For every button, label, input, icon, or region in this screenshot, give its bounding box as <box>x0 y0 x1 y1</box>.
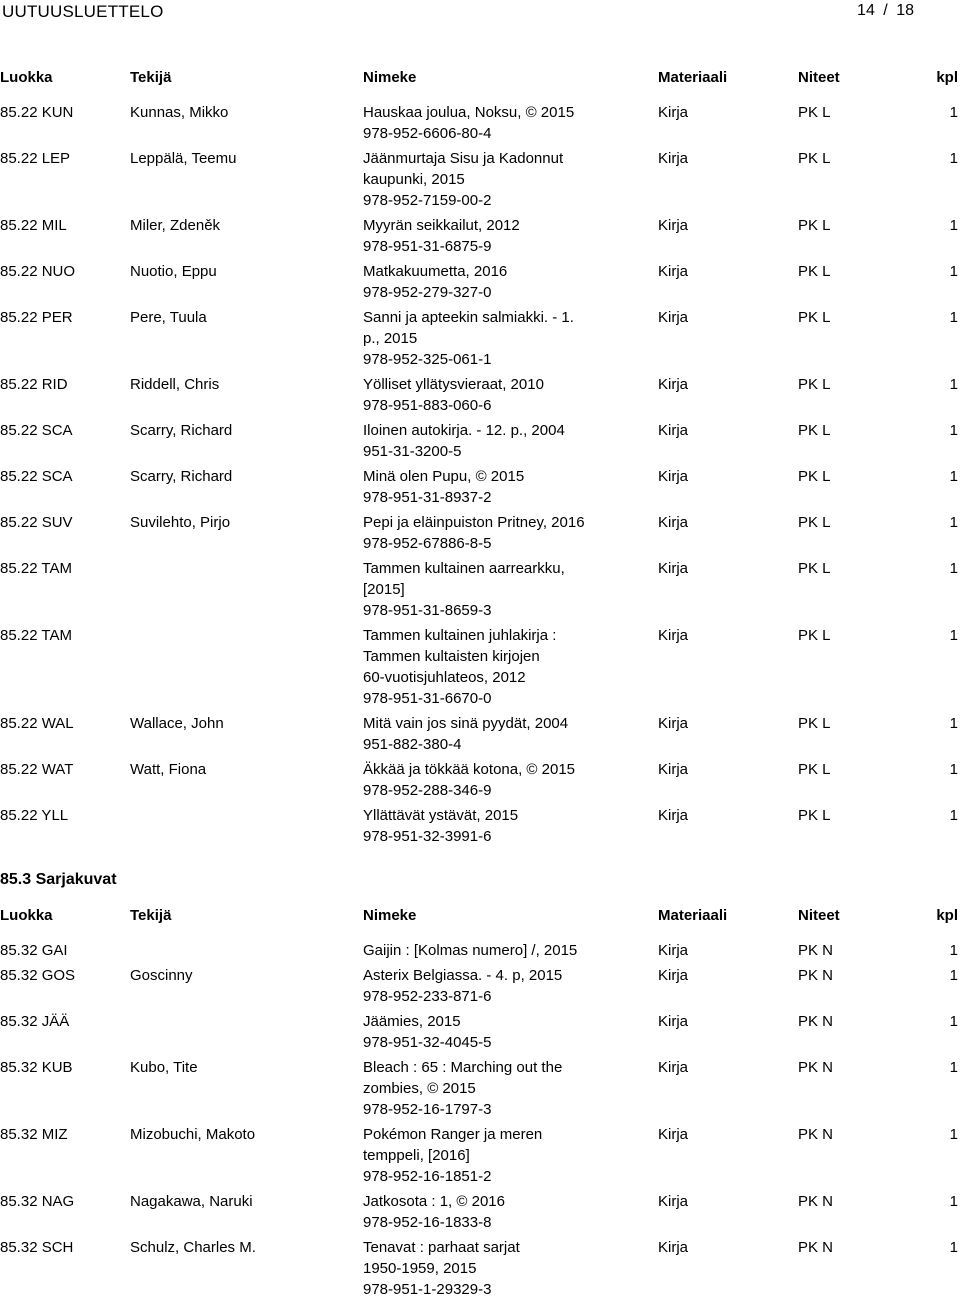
isbn: 978-952-16-1851-2 <box>363 1168 492 1185</box>
material-type: Kirja <box>658 422 689 439</box>
quantity: 1 <box>949 627 958 644</box>
material-type: Kirja <box>658 560 689 577</box>
isbn: 978-951-31-6670-0 <box>363 690 492 707</box>
isbn: 978-952-16-1833-8 <box>363 1214 492 1231</box>
copies-location: PK L <box>798 807 831 824</box>
title-block <box>363 420 613 462</box>
quantity: 1 <box>949 263 958 280</box>
material-type: Kirja <box>658 468 689 485</box>
quantity: 1 <box>949 1126 958 1143</box>
list-item <box>0 625 960 709</box>
copies-location: PK N <box>798 1126 834 1143</box>
material-type: Kirja <box>658 150 689 167</box>
material-type: Kirja <box>658 1239 689 1256</box>
list-item <box>0 1011 960 1053</box>
copies-location: PK L <box>798 715 831 732</box>
page-header <box>0 0 960 24</box>
title-block <box>363 805 613 847</box>
title-block <box>363 1057 613 1120</box>
material-type: Kirja <box>658 309 689 326</box>
title-line: Gaijin : [Kolmas numero] /, 2015 <box>363 942 578 959</box>
title-line: Mitä vain jos sinä pyydät, 2004 <box>363 715 569 732</box>
material-type: Kirja <box>658 627 689 644</box>
column-tekija: Tekijä <box>130 907 172 924</box>
quantity: 1 <box>949 1239 958 1256</box>
material-type: Kirja <box>658 967 689 984</box>
list-item <box>0 512 960 554</box>
list-item <box>0 215 960 257</box>
author: Miler, Zdeněk <box>130 217 221 234</box>
material-type: Kirja <box>658 1013 689 1030</box>
quantity: 1 <box>949 942 958 959</box>
quantity: 1 <box>949 150 958 167</box>
isbn: 978-952-16-1797-3 <box>363 1101 492 1118</box>
title-block <box>363 307 613 370</box>
title-block <box>363 148 613 211</box>
column-header-row <box>0 907 960 929</box>
title-block <box>363 1191 613 1233</box>
class-code: 85.22 YLL <box>0 807 69 824</box>
isbn: 978-951-1-29329-3 <box>363 1281 492 1298</box>
column-luokka: Luokka <box>0 907 53 924</box>
copies-location: PK L <box>798 376 831 393</box>
list-item <box>0 805 960 847</box>
quantity: 1 <box>949 1193 958 1210</box>
title-line: 60-vuotisjuhlateos, 2012 <box>363 669 526 686</box>
copies-location: PK N <box>798 942 834 959</box>
title-block <box>363 1237 613 1300</box>
copies-location: PK L <box>798 309 831 326</box>
list-item <box>0 374 960 416</box>
title-line: Pokémon Ranger ja meren <box>363 1126 543 1143</box>
title-line: temppeli, [2016] <box>363 1147 470 1164</box>
material-type: Kirja <box>658 1193 689 1210</box>
column-materiaali: Materiaali <box>658 69 728 86</box>
title-block <box>363 940 613 961</box>
class-code: 85.32 GOS <box>0 967 76 984</box>
column-luokka: Luokka <box>0 69 53 86</box>
list-item <box>0 261 960 303</box>
quantity: 1 <box>949 967 958 984</box>
quantity: 1 <box>949 468 958 485</box>
quantity: 1 <box>949 715 958 732</box>
copies-location: PK L <box>798 627 831 644</box>
copies-location: PK L <box>798 150 831 167</box>
column-niteet: Niteet <box>798 69 840 86</box>
title-line: Bleach : 65 : Marching out the <box>363 1059 563 1076</box>
title-line: Tammen kultainen juhlakirja : <box>363 627 557 644</box>
title-block <box>363 102 613 144</box>
class-code: 85.32 SCH <box>0 1239 74 1256</box>
material-type: Kirja <box>658 104 689 121</box>
copies-location: PK L <box>798 263 831 280</box>
author: Goscinny <box>130 967 193 984</box>
title-block <box>363 558 613 621</box>
class-code: 85.32 JÄÄ <box>0 1013 70 1030</box>
title-line: Jäämies, 2015 <box>363 1013 461 1030</box>
class-code: 85.22 SCA <box>0 468 73 485</box>
page-separator: / <box>883 2 888 19</box>
isbn: 978-952-233-871-6 <box>363 988 492 1005</box>
class-code: 85.22 NUO <box>0 263 76 280</box>
class-code: 85.22 MIL <box>0 217 67 234</box>
material-type: Kirja <box>658 715 689 732</box>
column-materiaali: Materiaali <box>658 907 728 924</box>
class-code: 85.32 MIZ <box>0 1126 68 1143</box>
class-code: 85.32 GAI <box>0 942 68 959</box>
isbn: 951-882-380-4 <box>363 736 462 753</box>
isbn: 978-951-883-060-6 <box>363 397 492 414</box>
title-block <box>363 965 613 1007</box>
title-block <box>363 1011 613 1053</box>
copies-location: PK L <box>798 422 831 439</box>
title-line: zombies, © 2015 <box>363 1080 476 1097</box>
title-block <box>363 713 613 755</box>
column-nimeke: Nimeke <box>363 907 417 924</box>
column-kpl: kpl <box>936 69 958 86</box>
class-code: 85.22 SCA <box>0 422 73 439</box>
class-code: 85.22 WAT <box>0 761 74 778</box>
list-item <box>0 420 960 462</box>
class-code: 85.22 RID <box>0 376 68 393</box>
list-item <box>0 940 960 961</box>
column-kpl: kpl <box>936 907 958 924</box>
material-type: Kirja <box>658 376 689 393</box>
list-item <box>0 466 960 508</box>
copies-location: PK L <box>798 217 831 234</box>
title-block <box>363 512 613 554</box>
section-comics <box>0 907 960 1304</box>
isbn: 978-952-67886-8-5 <box>363 535 492 552</box>
class-code: 85.32 KUB <box>0 1059 73 1076</box>
title-line: Asterix Belgiassa. - 4. p, 2015 <box>363 967 563 984</box>
material-type: Kirja <box>658 263 689 280</box>
title-line: kaupunki, 2015 <box>363 171 465 188</box>
column-header-row <box>0 69 960 91</box>
isbn: 978-952-288-346-9 <box>363 782 492 799</box>
list-section1 <box>0 102 960 847</box>
class-code: 85.22 LEP <box>0 150 71 167</box>
list-item <box>0 965 960 1007</box>
isbn: 978-952-6606-80-4 <box>363 125 492 142</box>
column-tekija: Tekijä <box>130 69 172 86</box>
list-item <box>0 307 960 370</box>
quantity: 1 <box>949 560 958 577</box>
column-nimeke: Nimeke <box>363 69 417 86</box>
title-line: Minä olen Pupu, © 2015 <box>363 468 525 485</box>
material-type: Kirja <box>658 807 689 824</box>
author: Leppälä, Teemu <box>130 150 237 167</box>
quantity: 1 <box>949 422 958 439</box>
author: Nuotio, Eppu <box>130 263 217 280</box>
copies-location: PK L <box>798 104 831 121</box>
section-fiction <box>0 69 960 851</box>
quantity: 1 <box>949 807 958 824</box>
copies-location: PK N <box>798 1013 834 1030</box>
title-line: Jatkosota : 1, © 2016 <box>363 1193 505 1210</box>
material-type: Kirja <box>658 1059 689 1076</box>
copies-location: PK L <box>798 514 831 531</box>
copies-location: PK N <box>798 1239 834 1256</box>
material-type: Kirja <box>658 942 689 959</box>
title-line: Iloinen autokirja. - 12. p., 2004 <box>363 422 565 439</box>
title-line: Äkkää ja tökkää kotona, © 2015 <box>363 761 576 778</box>
copies-location: PK N <box>798 967 834 984</box>
list-item <box>0 1191 960 1233</box>
quantity: 1 <box>949 376 958 393</box>
title-line: Jäänmurtaja Sisu ja Kadonnut <box>363 150 564 167</box>
list-item <box>0 102 960 144</box>
copies-location: PK L <box>798 468 831 485</box>
title-line: 1950-1959, 2015 <box>363 1260 477 1277</box>
title-line: Tenavat : parhaat sarjat <box>363 1239 520 1256</box>
author: Watt, Fiona <box>130 761 207 778</box>
title-line: Sanni ja apteekin salmiakki. - 1. <box>363 309 574 326</box>
quantity: 1 <box>949 1013 958 1030</box>
material-type: Kirja <box>658 761 689 778</box>
title-block <box>363 374 613 416</box>
column-niteet: Niteet <box>798 907 840 924</box>
isbn: 978-951-31-8659-3 <box>363 602 492 619</box>
isbn: 978-952-325-061-1 <box>363 351 492 368</box>
title-block <box>363 1124 613 1187</box>
title-line: p., 2015 <box>363 330 418 347</box>
list-item <box>0 1057 960 1120</box>
title-block <box>363 215 613 257</box>
author: Schulz, Charles M. <box>130 1239 256 1256</box>
class-code: 85.22 TAM <box>0 627 72 644</box>
list-section2 <box>0 940 960 1300</box>
quantity: 1 <box>949 104 958 121</box>
author: Scarry, Richard <box>130 422 233 439</box>
class-code: 85.22 SUV <box>0 514 73 531</box>
section-heading-sarjakuvat: 85.3 Sarjakuvat <box>0 871 117 888</box>
author: Mizobuchi, Makoto <box>130 1126 256 1143</box>
quantity: 1 <box>949 309 958 326</box>
quantity: 1 <box>949 514 958 531</box>
isbn: 978-951-32-3991-6 <box>363 828 492 845</box>
list-item <box>0 1124 960 1187</box>
title-block <box>363 261 613 303</box>
list-item <box>0 558 960 621</box>
copies-location: PK L <box>798 761 831 778</box>
material-type: Kirja <box>658 514 689 531</box>
author: Riddell, Chris <box>130 376 220 393</box>
list-item <box>0 148 960 211</box>
isbn: 978-951-32-4045-5 <box>363 1034 492 1051</box>
title-block <box>363 466 613 508</box>
list-item <box>0 759 960 801</box>
class-code: 85.22 TAM <box>0 560 72 577</box>
isbn: 978-952-7159-00-2 <box>363 192 492 209</box>
isbn: 978-951-31-6875-9 <box>363 238 492 255</box>
title-line: Yölliset yllätysvieraat, 2010 <box>363 376 544 393</box>
page-number <box>857 2 914 20</box>
title-line: Hauskaa joulua, Noksu, © 2015 <box>363 104 575 121</box>
class-code: 85.22 PER <box>0 309 73 326</box>
isbn: 951-31-3200-5 <box>363 443 462 460</box>
title-line: Myyrän seikkailut, 2012 <box>363 217 520 234</box>
isbn: 978-952-279-327-0 <box>363 284 492 301</box>
author: Wallace, John <box>130 715 224 732</box>
class-code: 85.32 NAG <box>0 1193 75 1210</box>
copies-location: PK L <box>798 560 831 577</box>
title-block <box>363 759 613 801</box>
quantity: 1 <box>949 761 958 778</box>
class-code: 85.22 WAL <box>0 715 74 732</box>
author: Kubo, Tite <box>130 1059 198 1076</box>
list-item <box>0 1237 960 1300</box>
quantity: 1 <box>949 217 958 234</box>
author: Scarry, Richard <box>130 468 233 485</box>
current-page: 14 <box>857 2 875 19</box>
title-line: Tammen kultaisten kirjojen <box>363 648 540 665</box>
title-block <box>363 625 613 709</box>
author: Pere, Tuula <box>130 309 207 326</box>
title-line: Matkakuumetta, 2016 <box>363 263 508 280</box>
list-item <box>0 713 960 755</box>
author: Kunnas, Mikko <box>130 104 229 121</box>
copies-location: PK N <box>798 1193 834 1210</box>
total-pages: 18 <box>896 2 914 19</box>
title-line: Yllättävät ystävät, 2015 <box>363 807 519 824</box>
quantity: 1 <box>949 1059 958 1076</box>
document-title: UUTUUSLUETTELO <box>2 2 164 21</box>
copies-location: PK N <box>798 1059 834 1076</box>
material-type: Kirja <box>658 217 689 234</box>
author: Nagakawa, Naruki <box>130 1193 253 1210</box>
title-line: Tammen kultainen aarrearkku, <box>363 560 565 577</box>
class-code: 85.22 KUN <box>0 104 74 121</box>
title-line: [2015] <box>363 581 405 598</box>
title-line: Pepi ja eläinpuiston Pritney, 2016 <box>363 514 585 531</box>
author: Suvilehto, Pirjo <box>130 514 231 531</box>
material-type: Kirja <box>658 1126 689 1143</box>
isbn: 978-951-31-8937-2 <box>363 489 492 506</box>
